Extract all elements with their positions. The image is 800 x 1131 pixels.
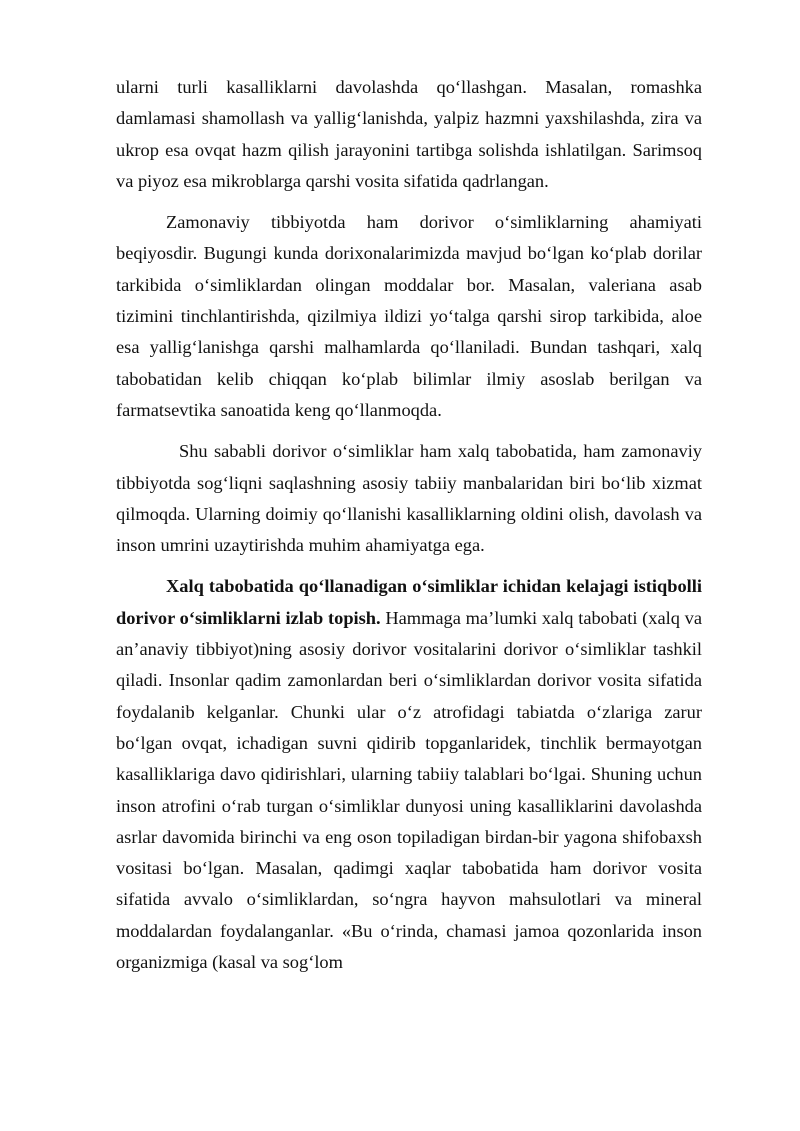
paragraph-1: ularni turli kasalliklarni davolashda qo‘llashgan. Masalan, romashka damlamasi shamollash va yallig‘lanishda, yalpiz hazmni yaxshilashda, zira va ukrop esa ovqat hazm qilish jarayonini tartibga solishda ishlatilgan. Sarimsoq va piyoz esa mikroblarga qarshi vosita sifatida qadrlangan. [116, 77, 702, 191]
document-page [116, 72, 702, 978]
paragraph-2: Zamonaviy tibbiyotda ham dorivor o‘simliklarning ahamiyati beqiyosdir. Bugungi kunda dorixonalarimizda mavjud bo‘lgan ko‘plab dorilar tarkibida o‘simliklardan olingan moddalar bor. Masalan, valeriana asab tizimini tinchlantirishda, qizilmiya ildizi yo‘talga qarshi sirop tarkibida, aloe esa yallig‘lanishga qarshi malhamlarda qo‘llaniladi. Bundan tashqari, xalq tabobatidan kelib chiqqan ko‘plab bilimlar ilmiy asoslab berilgan va farmatsevtika sanoatida keng qo‘llanmoqda. [116, 212, 702, 420]
paragraph-4-body: Hammaga ma’lumki xalq tabobati (xalq va an’anaviy tibbiyot)ning asosiy dorivor vositalarini dorivor o‘simliklar tashkil qiladi. Insonlar qadim zamonlardan beri o‘simliklardan dorivor vosita sifatida foydalanib kelganlar. Chunki ular o‘z atrofidagi tabiatda o‘zlariga zarur bo‘lgan ovqat, ichadigan suvni qidirib topganlaridek, tinchlik bermayotgan kasalliklariga davo qidirishlari, ularning tabiiy talablari bo‘lgai. Shuning uchun inson atrofini o‘rab turgan o‘simliklar dunyosi uning kasalliklarini davolashda asrlar davomida birinchi va eng oson topiladigan birdan-bir yagona shifobaxsh vositasi bo‘lgan. Masalan, qadimgi xaqlar tabobatida ham dorivor vosita sifatida avvalo o‘simliklardan, so‘ngra hayvon mahsulotlari va mineral moddalardan foydalanganlar. «Bu o‘rinda, chamasi jamoa qozonlarida inson organizmiga (kasal va sog‘lom [116, 607, 703, 973]
paragraph-3: Shu sababli dorivor o‘simliklar ham xalq tabobatida, ham zamonaviy tibbiyotda sog‘liqni saqlashning asosiy tabiiy manbalaridan biri bo‘lib xizmat qilmoqda. Ularning doimiy qo‘llanishi kasalliklarning oldini olish, davolash va inson umrini uzaytirishda muhim ahamiyatga ega. [116, 441, 702, 556]
section-heading: Xalq tabobatida qo‘llanadigan o‘simliklar ichidan kelajagi istiqbolli dorivor o‘simliklarni izlab topish. [116, 576, 702, 628]
paragraph-4 [116, 571, 702, 978]
